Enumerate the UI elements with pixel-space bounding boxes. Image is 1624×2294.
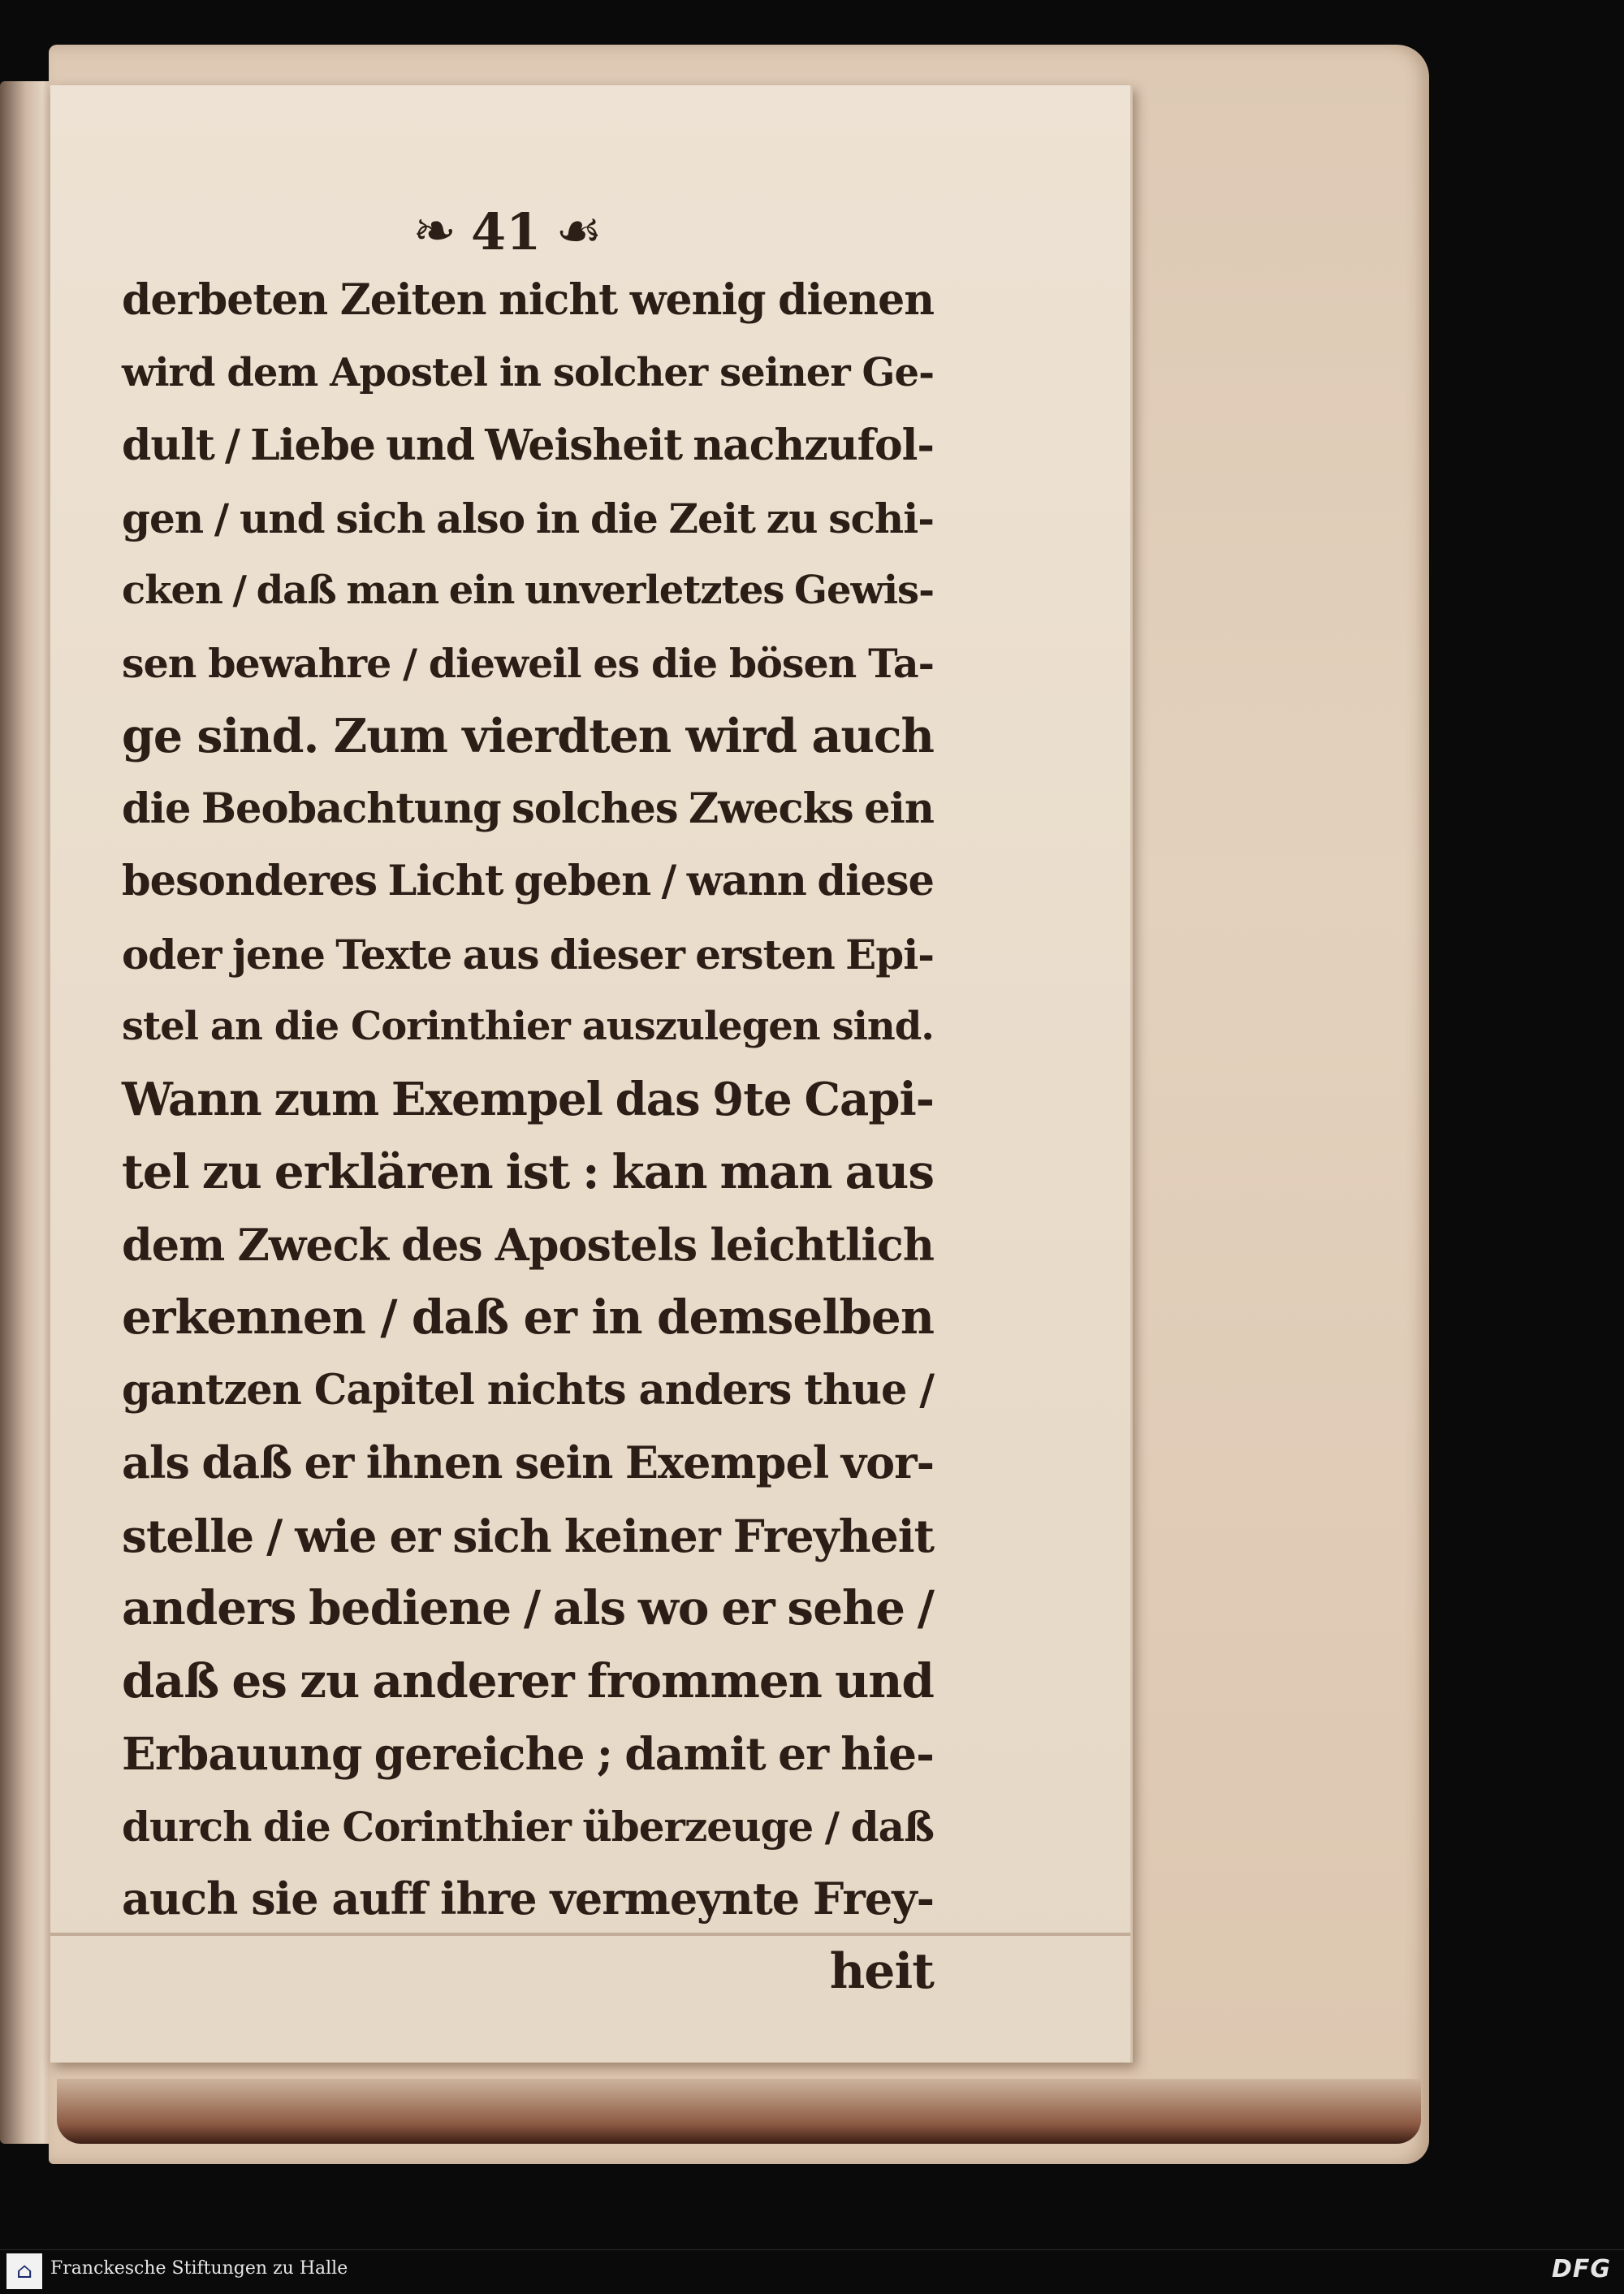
text-line: heit [829,1942,934,2000]
text-line: dem Zweck des Apostels leichtlich [122,1218,934,1271]
text-line: stel an die Corinthier auszulegen sind. [122,1004,934,1049]
text-line: besonderes Licht geben / wann diese [122,857,934,905]
ornament-right-icon: ☙ [555,201,603,261]
page-number: 41 [470,201,542,261]
text-line: gantzen Capitel nichts anders thue / [122,1365,934,1415]
text-line: oder jene Texte aus dieser ersten Epi- [122,930,934,979]
book-bottom-edge [57,2079,1421,2144]
text-line: gen / und sich also in die Zeit zu schi- [122,494,934,542]
page-text [122,264,934,2008]
text-line: erkennen / daß er in demselben [122,1290,934,1345]
viewer-footer [0,2249,1624,2294]
text-line: derbeten Zeiten nicht wenig dienen [122,275,934,325]
text-line: stelle / wie er sich keiner Freyheit [122,1509,934,1562]
text-line: die Beobachtung solches Zwecks ein [122,784,934,833]
text-line: als daß er ihnen sein Exempel vor- [122,1436,934,1488]
text-line: auch sie auff ihre vermeynte Frey- [122,1873,934,1925]
building-icon: ⌂ [6,2253,42,2289]
institution-name: Franckesche Stiftungen zu Halle [50,2258,348,2279]
ornament-left-icon: ❧ [412,201,456,261]
text-line: tel zu erklären ist : kan man aus [122,1144,934,1199]
page-header [365,199,650,264]
text-line: dult / Liebe und Weisheit nachzufol- [122,421,934,470]
text-line: daß es zu anderer frommen und [122,1652,934,1709]
text-line: ge sind. Zum vierdten wird auch [122,709,934,763]
dfg-logo: DFG [1551,2255,1611,2283]
text-line: wird dem Apostel in solcher seiner Ge- [122,349,934,395]
text-line: Erbauung gereiche ; damit er hie- [122,1727,934,1780]
text-line: sen bewahre / dieweil es die bösen Ta- [122,639,934,687]
text-line: Wann zum Exempel das 9te Capi- [122,1072,934,1126]
text-line: anders bediene / als wo er sehe / [122,1580,934,1635]
text-line: durch die Corinthier überzeuge / daß [122,1802,934,1851]
text-line: cken / daß man ein unverletztes Gewis- [122,568,934,613]
